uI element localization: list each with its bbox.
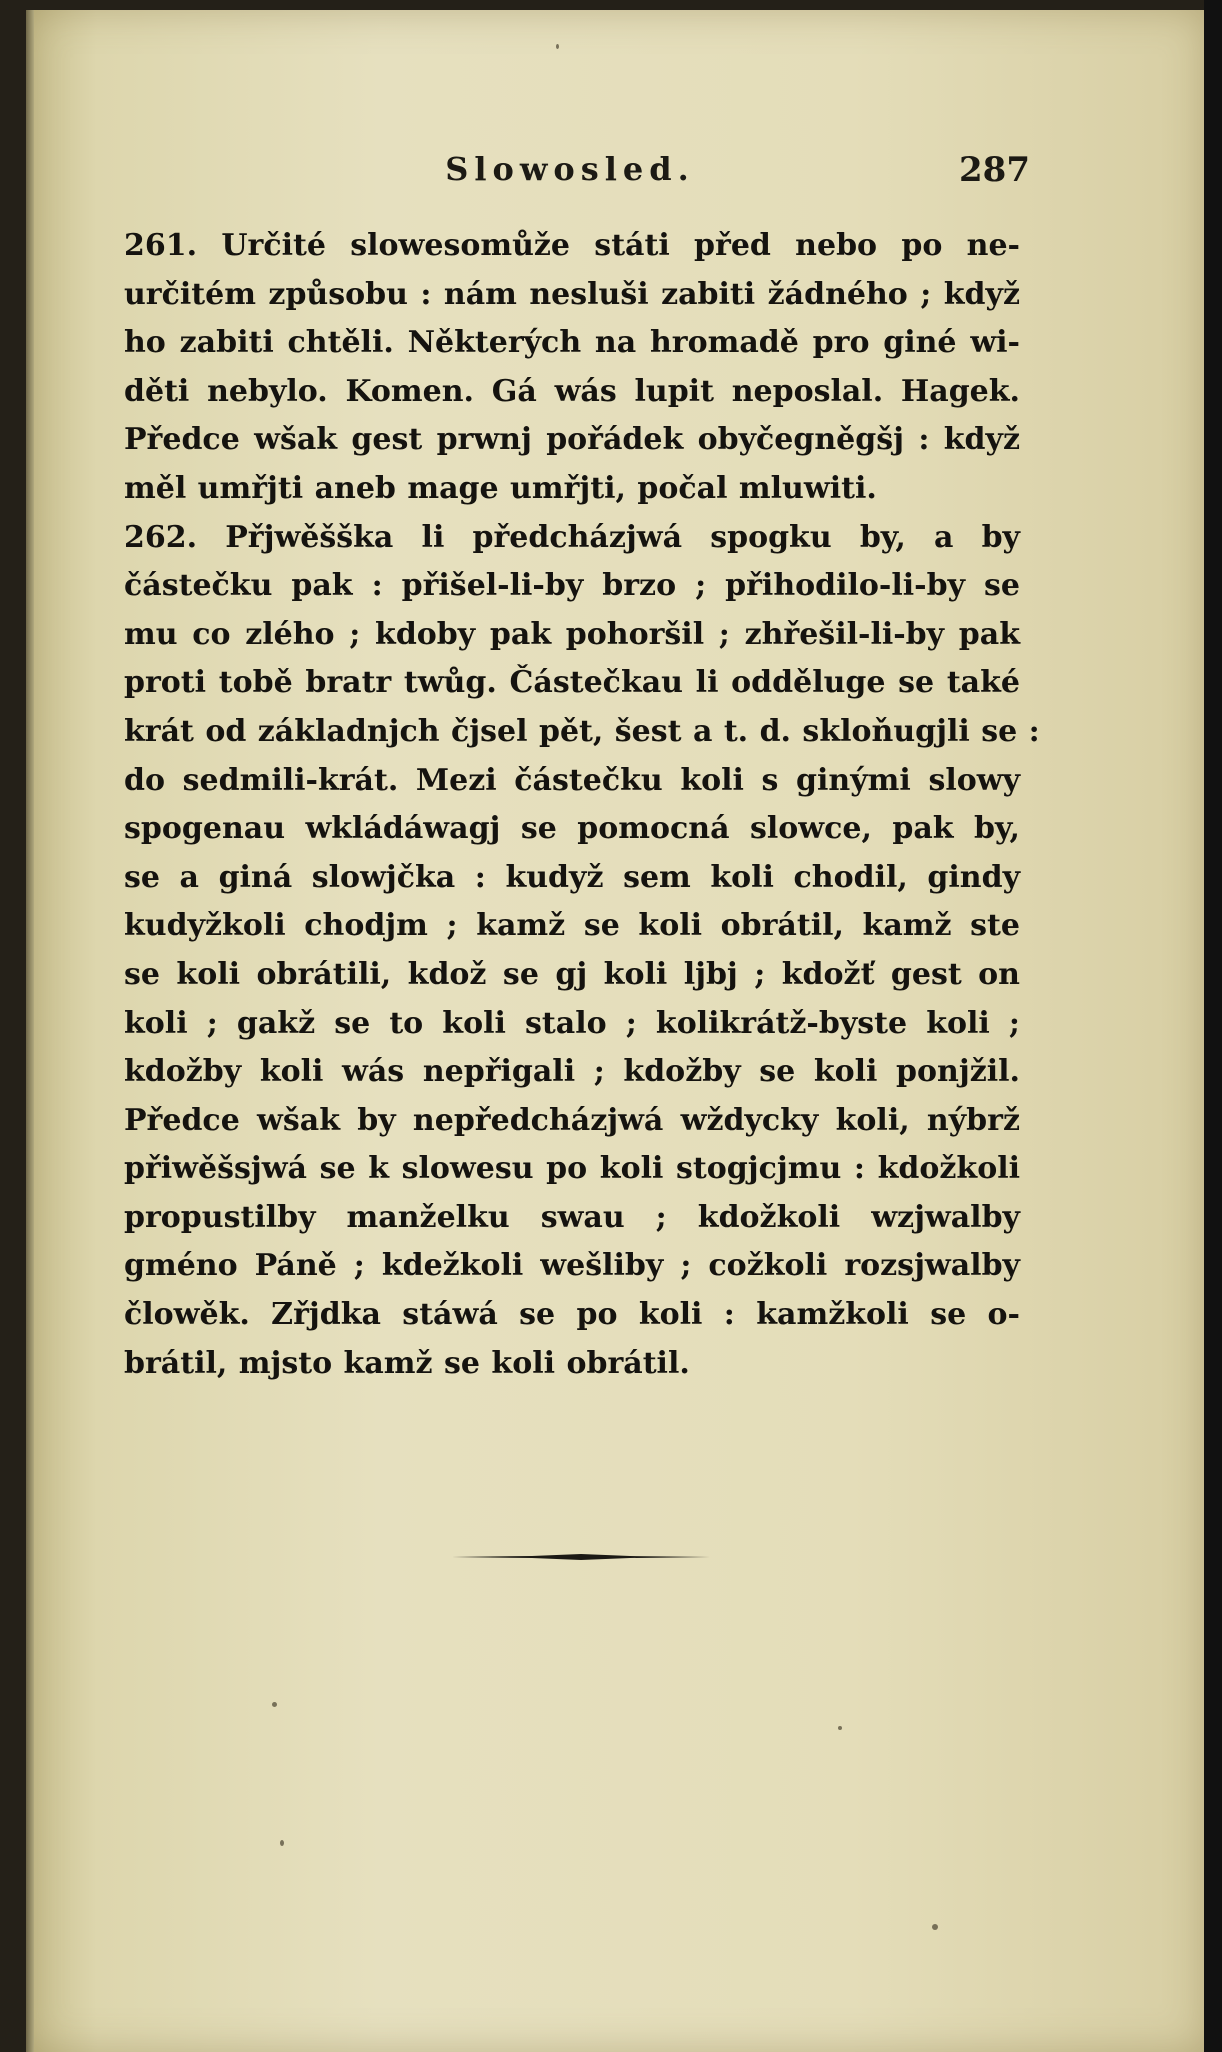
text-line: kudyžkoli chodjm ; kamž se koli obrátil, kamž ste [124,908,1020,944]
text-line: částečku pak : přišel-li-by brzo ; přihodilo-li-by se [124,568,1020,604]
text-line: mu co zlého ; kdoby pak pohoršil ; zhřešil-li-by pak [124,616,1020,652]
paper-speck [838,1726,842,1730]
text-line: se koli obrátili, kdož se gj koli ljbj ; kdožť gest on [124,956,1020,992]
text-line: určitém způsobu : nám nesluši zabiti žádného ; když [124,276,1020,312]
paper-speck [272,1702,277,1707]
text-line: propustilby manželku swau ; kdožkoli wzjwalby [124,1199,1020,1235]
running-head-title: Slowosled. [445,150,695,188]
text-line: Předce wšak by nepředcházjwá wždycky koli, nýbrž [124,1102,1020,1138]
text-line: 261. Určité slowesomůže státi před nebo po ne- [124,228,1020,263]
paper-speck [556,44,559,49]
text-line: kdožby koli wás nepřigali ; kdožby se koli ponjžil. [124,1054,1020,1090]
page-number: 287 [959,150,1030,190]
text-line: měl umřjti aneb mage umřjti, počal mluwiti. [124,470,877,506]
text-line: děti nebylo. Komen. Gá wás lupit neposlal. Hagek. [124,373,1020,409]
text-line: člowěk. Zřjdka stáwá se po koli : kamžkoli se o- [124,1297,1020,1333]
text-line: krát od základnjch čjsel pět, šest a t. d. skloňugjli se : [124,713,1040,749]
body-text [124,222,1040,1388]
page-binding-edge [26,10,34,2052]
text-line: ho zabiti chtěli. Některých na hromadě pro giné wi- [124,325,1020,361]
text-line: Předce wšak gest prwnj pořádek obyčegněgšj : když [124,422,1020,458]
scan-margin [1204,0,1222,2052]
paper-speck [932,1924,938,1930]
running-head [110,150,1030,194]
text-line: brátil, mjsto kamž se koli obrátil. [124,1345,690,1381]
text-line: koli ; gakž se to koli stalo ; kolikrátž-byste koli ; [124,1005,1020,1041]
text-line: se a giná slowjčka : kudyž sem koli chodil, gindy [124,859,1020,895]
text-line: proti tobě bratr twůg. Částečkau li oddělugе se také [124,665,1020,701]
text-line: přiwěšsjwá se k slowesu po koli stogjcjmu : kdožkoli [124,1151,1020,1187]
text-line: do sedmili-krát. Mezi částečku koli s ginými slowy [124,762,1020,798]
text-line: 262. Přjwěšška li předcházjwá spogku by, a by [124,519,1020,555]
text-line: gméno Páně ; kdežkoli wešliby ; cožkoli rozsjwalby [124,1248,1020,1284]
paper-speck [280,1840,284,1846]
end-rule [452,1552,710,1562]
text-line: spogenau wkládáwagj se pomocná slowce, pak by, [124,811,1020,847]
